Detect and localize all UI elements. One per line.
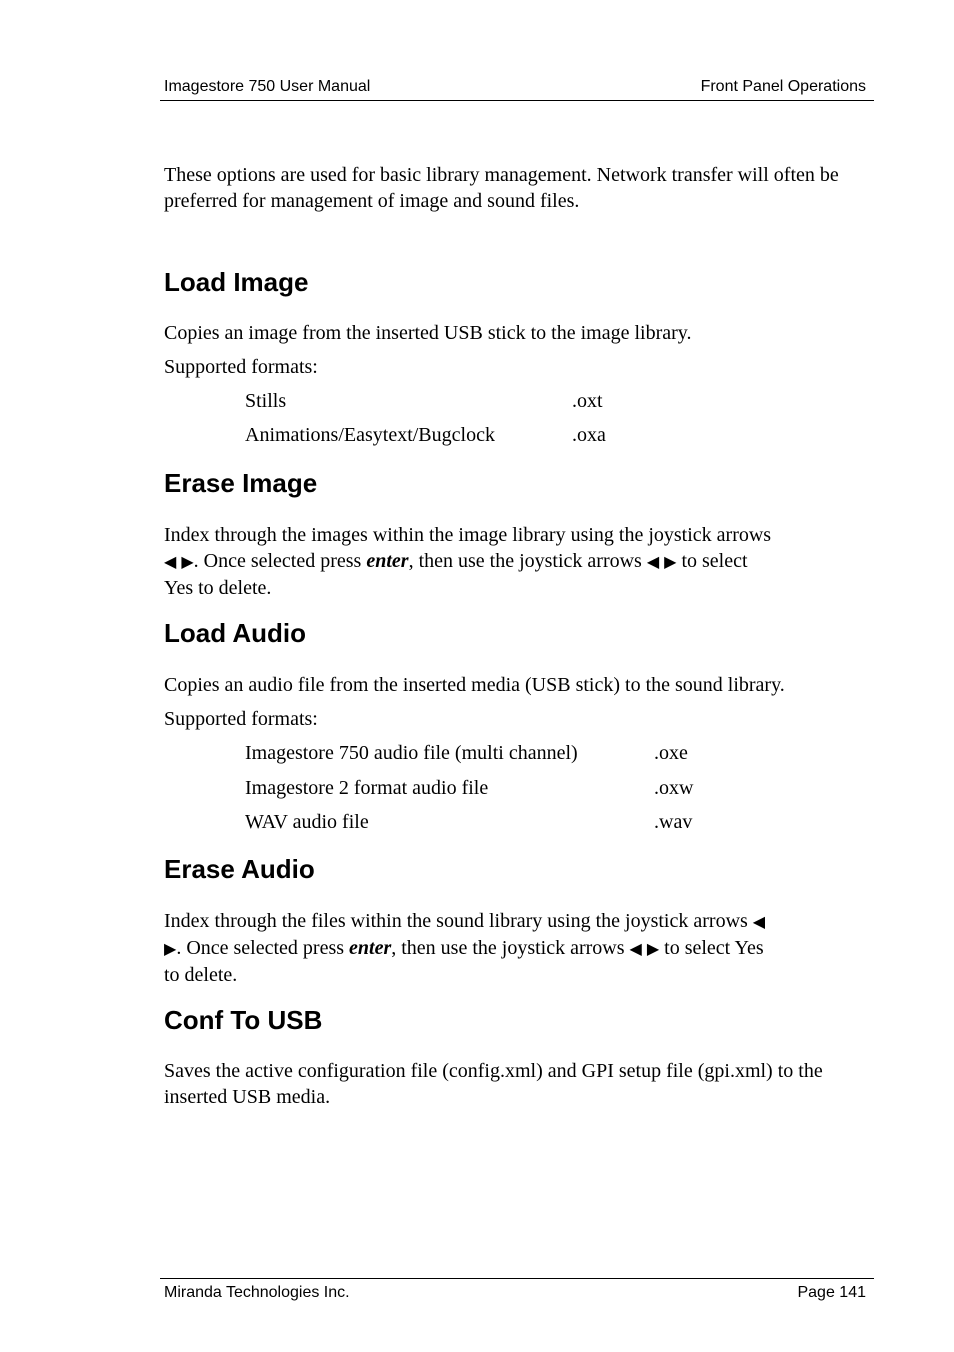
text-run: to select xyxy=(681,550,748,572)
footer-company: Miranda Technologies Inc. xyxy=(164,1284,350,1301)
text-run: Yes to delete. xyxy=(164,577,272,599)
text-run: . Once selected press xyxy=(176,937,350,959)
format-ext: .oxa xyxy=(572,424,606,446)
format-name: Stills xyxy=(245,390,287,412)
text-run: , then use the joystick arrows xyxy=(391,937,625,959)
load-image-description: Copies an image from the inserted USB stick to the image library. xyxy=(164,322,692,344)
enter-emphasis: enter xyxy=(349,937,392,959)
left-arrow-icon: ◀ xyxy=(752,912,766,931)
format-name: WAV audio file xyxy=(245,811,369,833)
format-ext: .wav xyxy=(654,811,693,833)
load-image-heading: Load Image xyxy=(164,267,309,297)
header-section-title: Front Panel Operations xyxy=(700,78,866,95)
erase-image-description xyxy=(164,522,874,601)
erase-audio-description xyxy=(164,908,874,988)
page-footer xyxy=(160,1278,874,1307)
format-ext: .oxw xyxy=(654,777,694,799)
erase-image-heading: Erase Image xyxy=(164,468,318,498)
header-manual-title: Imagestore 750 User Manual xyxy=(164,78,371,95)
left-arrow-icon: ◀ xyxy=(646,552,660,571)
page-header xyxy=(160,76,874,101)
text-run: . Once selected press xyxy=(193,550,367,572)
conf-to-usb-description: Saves the active configuration file (config.xml) and GPI setup file (gpi.xml) to the inserted USB media. xyxy=(164,1060,823,1108)
intro-paragraph: These options are used for basic library management. Network transfer will often be preferred for management of image and sound files. xyxy=(164,164,839,212)
text-run: to select Yes xyxy=(664,937,764,959)
load-audio-description: Copies an audio file from the inserted media (USB stick) to the sound library. xyxy=(164,674,785,696)
format-ext: .oxe xyxy=(654,742,688,764)
text-run: Index through the files within the sound library using the joystick arrows xyxy=(164,910,748,932)
enter-emphasis: enter xyxy=(366,550,409,572)
erase-audio-heading: Erase Audio xyxy=(164,854,315,884)
text-run: , then use the joystick arrows xyxy=(408,550,642,572)
conf-to-usb-heading: Conf To USB xyxy=(164,1005,323,1035)
left-arrow-icon: ◀ xyxy=(629,939,642,958)
footer-page-number: Page 141 xyxy=(797,1284,866,1301)
load-audio-formats-label: Supported formats: xyxy=(164,708,318,730)
text-run: Index through the images within the image library using the joystick arrows xyxy=(164,524,772,546)
load-audio-heading: Load Audio xyxy=(164,618,307,648)
text-run: to delete. xyxy=(164,964,238,986)
right-arrow-icon: ▶ xyxy=(646,939,660,958)
format-name: Imagestore 2 format audio file xyxy=(245,777,489,799)
format-name: Animations/Easytext/Bugclock xyxy=(245,424,495,446)
right-arrow-icon: ▶ xyxy=(181,552,194,571)
left-arrow-icon: ◀ xyxy=(164,552,177,571)
right-arrow-icon: ▶ xyxy=(664,552,677,571)
format-name: Imagestore 750 audio file (multi channel) xyxy=(245,742,578,764)
format-ext: .oxt xyxy=(572,390,603,412)
load-image-formats-label: Supported formats: xyxy=(164,356,318,378)
right-arrow-icon: ▶ xyxy=(164,939,177,958)
